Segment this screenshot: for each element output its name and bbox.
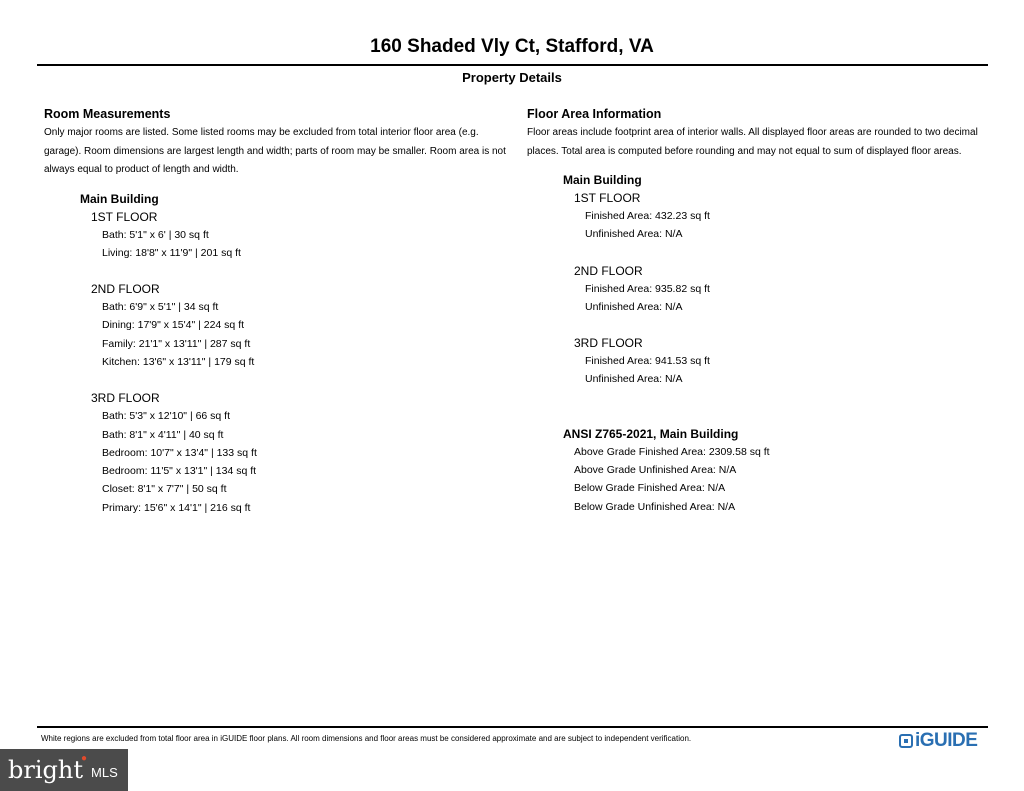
room-item: Bath: 6'9" x 5'1" | 34 sq ft: [102, 301, 219, 314]
floor-area-heading: Floor Area Information: [527, 107, 662, 121]
unfinished-area: Unfinished Area: N/A: [585, 228, 683, 241]
ansi-item: Above Grade Unfinished Area: N/A: [574, 464, 737, 477]
room-item: Dining: 17'9" x 15'4" | 224 sq ft: [102, 319, 245, 332]
room-item: Bath: 5'3" x 12'10" | 66 sq ft: [102, 410, 231, 423]
building-name: Main Building: [80, 191, 159, 206]
room-item: Bath: 5'1" x 6' | 30 sq ft: [102, 228, 209, 241]
room-measurements-heading: Room Measurements: [44, 107, 171, 121]
iguide-logo-text: iGUIDE: [915, 730, 978, 751]
unfinished-area: Unfinished Area: N/A: [585, 373, 683, 386]
watermark-suffix: MLS: [91, 764, 118, 780]
ansi-item: Below Grade Finished Area: N/A: [574, 482, 726, 495]
room-measurements-description: Only major rooms are listed. Some listed rooms may be excluded from total interior floor area (e.g. garage). Room dimensions are largest length and width; parts of room may be smaller. Room area is not always equal to product of length and width.: [44, 127, 506, 175]
floor-label: 1ST FLOOR: [574, 191, 641, 205]
floor-area-description: Floor areas include footprint area of interior walls. All displayed floor areas are rounded to two decimal places. Total area is computed before rounding and may not equal to sum of displayed floor areas.: [527, 127, 978, 157]
footer-divider: [37, 726, 988, 728]
watermark-word: bright: [8, 756, 83, 784]
page-subtitle: Property Details: [462, 70, 562, 85]
brightmls-watermark: [0, 749, 128, 791]
floor-label: 3RD FLOOR: [574, 336, 643, 351]
room-item: Bath: 8'1" x 4'11" | 40 sq ft: [102, 428, 224, 441]
building-name: Main Building: [563, 173, 642, 187]
floor-area-section: [527, 106, 997, 516]
title-divider: [37, 64, 988, 66]
finished-area: Finished Area: 941.53 sq ft: [585, 355, 710, 368]
floor-label: 3RD FLOOR: [91, 391, 160, 406]
unfinished-area: Unfinished Area: N/A: [585, 300, 683, 313]
room-measurements-section: [44, 106, 509, 517]
room-item: Family: 21'1" x 13'11" | 287 sq ft: [102, 337, 251, 350]
ansi-item: Below Grade Unfinished Area: N/A: [574, 500, 736, 513]
ansi-item: Above Grade Finished Area: 2309.58 sq ft: [574, 445, 770, 458]
room-item: Bedroom: 10'7" x 13'4" | 133 sq ft: [102, 446, 257, 459]
iguide-logo: [899, 730, 977, 752]
floor-label: 1ST FLOOR: [91, 209, 158, 224]
footer-disclaimer: White regions are excluded from total floor area in iGUIDE floor plans. All room dimensions and floor areas must be considered approximate and are subject to independent verification.: [41, 734, 692, 743]
floor-label: 2ND FLOOR: [574, 263, 643, 278]
page-title: 160 Shaded Vly Ct, Stafford, VA: [370, 36, 654, 57]
room-item: Primary: 15'6" x 14'1" | 216 sq ft: [102, 501, 251, 514]
room-item: Closet: 8'1" x 7'7" | 50 sq ft: [102, 483, 227, 496]
finished-area: Finished Area: 432.23 sq ft: [585, 210, 710, 222]
watermark-dot-icon: ●: [80, 752, 88, 764]
ansi-heading: ANSI Z765-2021, Main Building: [563, 426, 739, 441]
iguide-mark-icon: [899, 734, 913, 748]
room-item: Kitchen: 13'6" x 13'11" | 179 sq ft: [102, 355, 255, 368]
room-item: Living: 18'8" x 11'9" | 201 sq ft: [102, 246, 241, 259]
finished-area: Finished Area: 935.82 sq ft: [585, 282, 710, 295]
floor-label: 2ND FLOOR: [91, 282, 160, 297]
room-item: Bedroom: 11'5" x 13'1" | 134 sq ft: [102, 465, 257, 478]
